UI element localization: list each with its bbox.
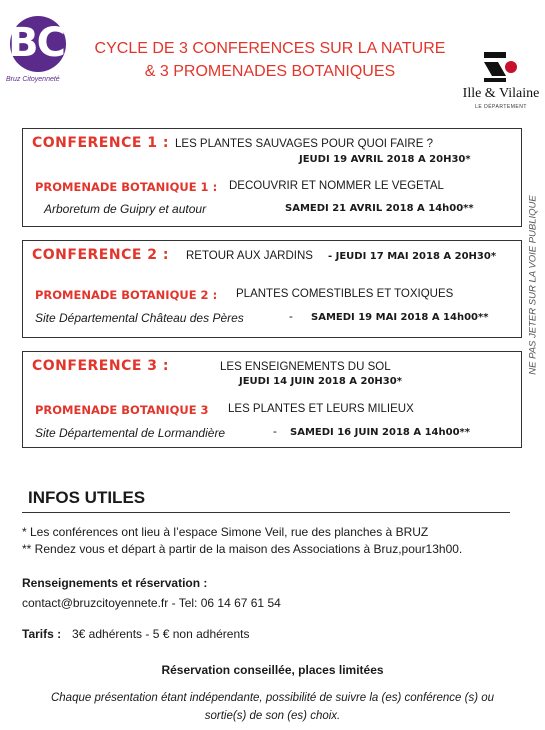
departement-emblem-icon	[484, 52, 518, 82]
site-separator: -	[289, 311, 293, 323]
promenade-label: PROMENADE BOTANIQUE 1 :	[35, 180, 218, 194]
conference-title: LES PLANTES SAUVAGES POUR QUOI FAIRE ?	[175, 138, 433, 150]
promenade-site: Arboretum de Guipry et autour	[44, 202, 207, 216]
partner-subtitle: LE DÉPARTEMENT	[475, 104, 527, 110]
conference-label: CONFERENCE 3 :	[32, 358, 170, 374]
promenade-title: DECOUVRIR ET NOMMER LE VEGETAL	[229, 180, 444, 192]
logo-letters: BC	[8, 20, 64, 66]
ille-et-vilaine-logo	[458, 52, 544, 112]
event-box-2	[22, 240, 522, 338]
conference-label: CONFERENCE 2 :	[32, 247, 170, 263]
promenade-site: Site Départemental Château des Pères	[35, 311, 244, 325]
conference-label: CONFERENCE 1 :	[32, 135, 170, 151]
title-line-2: & 3 PROMENADES BOTANIQUES	[144, 63, 396, 80]
note-2: ** Rendez vous et départ à partir de la maison des Associations à Bruz,pour13h00.	[22, 542, 463, 556]
infos-title: INFOS UTILES	[28, 488, 146, 507]
contact-heading: Renseignements et réservation :	[22, 576, 208, 590]
reservation-note: Réservation conseillée, places limitées	[161, 663, 384, 677]
note-1: * Les conférences ont lieu à l’espace Simone Veil, rue des planches à BRUZ	[22, 525, 429, 539]
bruz-citoyennete-logo	[4, 14, 68, 92]
conference-date: JEUDI 19 AVRIL 2018 A 20H30*	[299, 154, 471, 165]
promenade-date: SAMEDI 21 AVRIL 2018 A 14h00**	[285, 203, 474, 214]
site-separator: -	[273, 426, 277, 438]
logo-caption: Bruz Citoyenneté	[6, 76, 60, 83]
partner-name: Ille & Vilaine	[462, 86, 540, 101]
promenade-site: Site Départemental de Lormandière	[35, 426, 226, 440]
conference-title: RETOUR AUX JARDINS	[186, 250, 313, 262]
conference-title: LES ENSEIGNEMENTS DU SOL	[220, 361, 391, 373]
promenade-date: SAMEDI 16 JUIN 2018 A 14h00**	[290, 427, 470, 438]
event-box-3	[22, 351, 522, 448]
closing-line-2: sortie(s) de son (es) choix.	[204, 710, 341, 722]
promenade-title: PLANTES COMESTIBLES ET TOXIQUES	[236, 288, 454, 300]
promenade-title: LES PLANTES ET LEURS MILIEUX	[228, 403, 414, 415]
promenade-label: PROMENADE BOTANIQUE 3	[35, 403, 209, 417]
side-notice	[522, 182, 544, 388]
title-line-1: CYCLE DE 3 CONFERENCES SUR LA NATURE	[94, 40, 446, 57]
infos-divider	[22, 512, 510, 513]
tarifs-label: Tarifs :	[22, 627, 62, 641]
tarifs-value: 3€ adhérents - 5 € non adhérents	[72, 627, 250, 641]
conference-date: - JEUDI 17 MAI 2018 A 20H30*	[328, 251, 497, 262]
contact-line[interactable]: contact@bruzcitoyennete.fr - Tel: 06 14 67 61 54	[22, 596, 281, 610]
promenade-label: PROMENADE BOTANIQUE 2 :	[35, 288, 218, 302]
closing-line-1: Chaque présentation étant indépendante, possibilité de suivre la (es) conférence (s) ou	[50, 692, 495, 704]
conference-date: JEUDI 14 JUIN 2018 A 20H30*	[239, 376, 402, 387]
event-box-1	[22, 128, 522, 227]
side-notice-text: NE PAS JETER SUR LA VOIE PUBLIQUE	[527, 195, 539, 375]
promenade-date: SAMEDI 19 MAI 2018 A 14h00**	[311, 312, 489, 323]
